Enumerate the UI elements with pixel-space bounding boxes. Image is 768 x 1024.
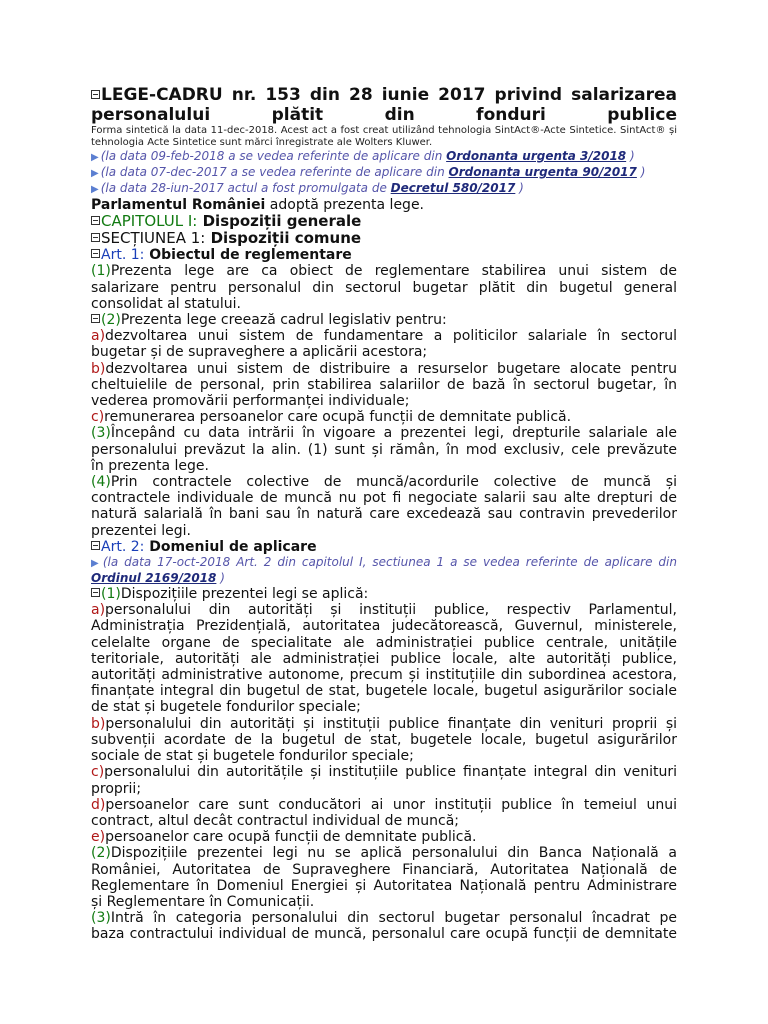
paragraph-line: (4)Prin contractele colective de muncă/acordurile colective de muncă și	[91, 474, 677, 491]
letter-item-cont: proprii;	[91, 780, 142, 797]
collapse-toggle-icon[interactable]	[91, 541, 100, 550]
letter-item-cont: teritoriale, autorități ale administrației publice locale, alte autorități publice,	[91, 650, 677, 667]
paragraph-line: și Reglementare în Comunicații.	[91, 893, 315, 910]
letter-item: c)personalului din autoritățile și instituțiile publice finanțate integral din venituri	[91, 764, 677, 781]
paragraph-line: salarizare pentru personalul din sectorul bugetar plătit din bugetul general	[91, 279, 677, 296]
letter-item-cont: Administrația Prezidențială, autoritatea judecătorească, Guvernul, ministerele,	[91, 618, 677, 635]
paragraph-line: Reglementare în Domeniul Energiei și Autoritatea Națională pentru Administrare	[91, 877, 677, 894]
expand-arrow-icon[interactable]: ▶	[91, 184, 99, 195]
article-heading[interactable]: Art. 1: Obiectul de reglementare	[91, 247, 677, 263]
letter-item: b)dezvoltarea unui sistem de distribuire a resurselor bugetare alocate pentru	[91, 360, 677, 377]
letter-item-cont: celelalte organe de specialitate ale administrației publice centrale, unitățile	[91, 634, 677, 651]
synthesis-note-1: Forma sintetică la data 11-dec-2018. Acest act a fost creat utilizând tehnologia SintAct®-Acte Sintetice. SintAct® și	[91, 125, 677, 136]
reference-link[interactable]: Decretul 580/2017	[390, 181, 516, 195]
collapse-toggle-icon[interactable]	[91, 90, 100, 99]
reference-note: ▶ (la data 09-feb-2018 a se vedea referinte de aplicare din Ordonanta urgenta 3/2018 )	[91, 149, 635, 163]
paragraph-line: prezentei legi.	[91, 522, 191, 539]
paragraph-line: (2)Dispozițiile prezentei legi nu se aplică personalului din Banca Națională a	[91, 845, 677, 862]
paragraph-line: natură salarială în bani sau în natură care excedează sau contravin prevederilor	[91, 506, 677, 523]
paragraph-line: (3)Intră în categoria personalului din sectorul bugetar personalul încadrat pe	[91, 910, 677, 927]
paragraph-line: contractele individuale de muncă nu pot fi negociate salarii sau alte drepturi de	[91, 490, 677, 507]
synthesis-note-2: tehnologia Acte Sintetice sunt mărci înregistrate ale Wolters Kluwer.	[91, 137, 433, 148]
reference-note: ▶ (la data 07-dec-2017 a se vedea referinte de aplicare din Ordonanta urgenta 90/2017 )	[91, 165, 646, 179]
expand-arrow-icon[interactable]: ▶	[91, 152, 99, 163]
collapse-toggle-icon[interactable]	[91, 314, 100, 323]
collapse-toggle-icon[interactable]	[91, 233, 100, 242]
paragraph-line: personalului prevăzut la alin. (1) sunt și rămân, în mod exclusiv, cele prevăzute	[91, 441, 677, 458]
expand-arrow-icon[interactable]: ▶	[91, 168, 99, 179]
paragraph-line: consolidat al statului.	[91, 295, 241, 312]
collapse-toggle-icon[interactable]	[91, 216, 100, 225]
letter-item: b)personalului din autorități și instituții publice finanțate din venituri proprii și	[91, 715, 677, 732]
letter-item: d)persoanelor care sunt conducători ai unor instituții publice în temeiul unui	[91, 796, 677, 813]
title-line-1: LEGE-CADRU nr. 153 din 28 iunie 2017 privind salarizarea	[91, 85, 677, 105]
letter-item-cont: sociale de stat și bugetele fondurilor speciale;	[91, 748, 414, 765]
letter-item: a)personalului din autorități și instituții publice, respectiv Parlamentul,	[91, 602, 677, 619]
preamble: Parlamentul României adoptă prezenta lege.	[91, 197, 425, 213]
document-page	[91, 85, 677, 943]
title-line-2: personalului plătit din fonduri publice	[91, 105, 677, 125]
paragraph-line: în prezenta lege.	[91, 457, 209, 474]
reference-link[interactable]: Ordonanta urgenta 3/2018	[446, 149, 627, 163]
reference-note: ▶ (la data 17-oct-2018 Art. 2 din capitolul I, sectiunea 1 a se vedea referinte de aplicare din	[91, 555, 677, 570]
letter-item: a)dezvoltarea unui sistem de fundamentare a politicilor salariale în sectorul	[91, 328, 677, 345]
chapter-heading[interactable]: CAPITOLUL I: Dispoziții generale	[91, 213, 677, 230]
reference-note-cont: Ordinul 2169/2018 )	[91, 571, 225, 586]
collapse-toggle-icon[interactable]	[91, 588, 100, 597]
collapse-toggle-icon[interactable]	[91, 249, 100, 258]
reference-link[interactable]: Ordonanta urgenta 90/2017	[448, 165, 637, 179]
paragraph-line: baza contractului individual de muncă, personalul care ocupă funcții de demnitate	[91, 926, 677, 943]
reference-note: ▶ (la data 28-iun-2017 actul a fost promulgata de Decretul 580/2017 )	[91, 181, 524, 195]
letter-item-cont: cheltuielile de personal, prin stabilirea salariilor de bază în sectorul bugetar, în	[91, 376, 677, 393]
paragraph-line: (1)Prezenta lege are ca obiect de reglementare stabilirea unui sistem de	[91, 263, 677, 280]
expand-arrow-icon[interactable]: ▶	[91, 558, 101, 570]
letter-item-cont: vederea promovării performanței individuale;	[91, 393, 410, 410]
letter-item: c)remunerarea persoanelor care ocupă funcții de demnitate publică.	[91, 409, 572, 426]
letter-item-cont: finanțate integral din bugetul de stat, bugetele locale, bugetul asigurărilor sociale	[91, 683, 677, 700]
letter-item-cont: bugetar și de supraveghere a aplicării acestora;	[91, 344, 428, 361]
paragraph-line: (3)Începând cu data intrării în vigoare a prezentei legi, drepturile salariale ale	[91, 425, 677, 442]
paragraph-line: (1)Dispozițiile prezentei legi se aplică:	[91, 586, 677, 602]
letter-item-cont: contract, altul decât contractul individual de muncă;	[91, 812, 460, 829]
letter-item-cont: subvenții acordate de la bugetul de stat, bugetele locale, bugetul asigurărilor	[91, 731, 677, 748]
reference-link[interactable]: Ordinul 2169/2018	[91, 571, 217, 586]
paragraph-line: României, Autoritatea de Supraveghere Financiară, Autoritatea Națională de	[91, 861, 677, 878]
paragraph-line: (2)Prezenta lege creează cadrul legislativ pentru:	[91, 312, 677, 328]
letter-item-cont: de stat și bugetele fondurilor speciale;	[91, 699, 361, 716]
letter-item: e)persoanelor care ocupă funcții de demnitate publică.	[91, 829, 477, 846]
section-heading[interactable]: SECȚIUNEA 1: Dispoziții comune	[91, 230, 677, 247]
article-heading[interactable]: Art. 2: Domeniul de aplicare	[91, 539, 677, 555]
letter-item-cont: autorități administrative autonome, precum și instituțiile din subordinea acestora,	[91, 667, 677, 684]
